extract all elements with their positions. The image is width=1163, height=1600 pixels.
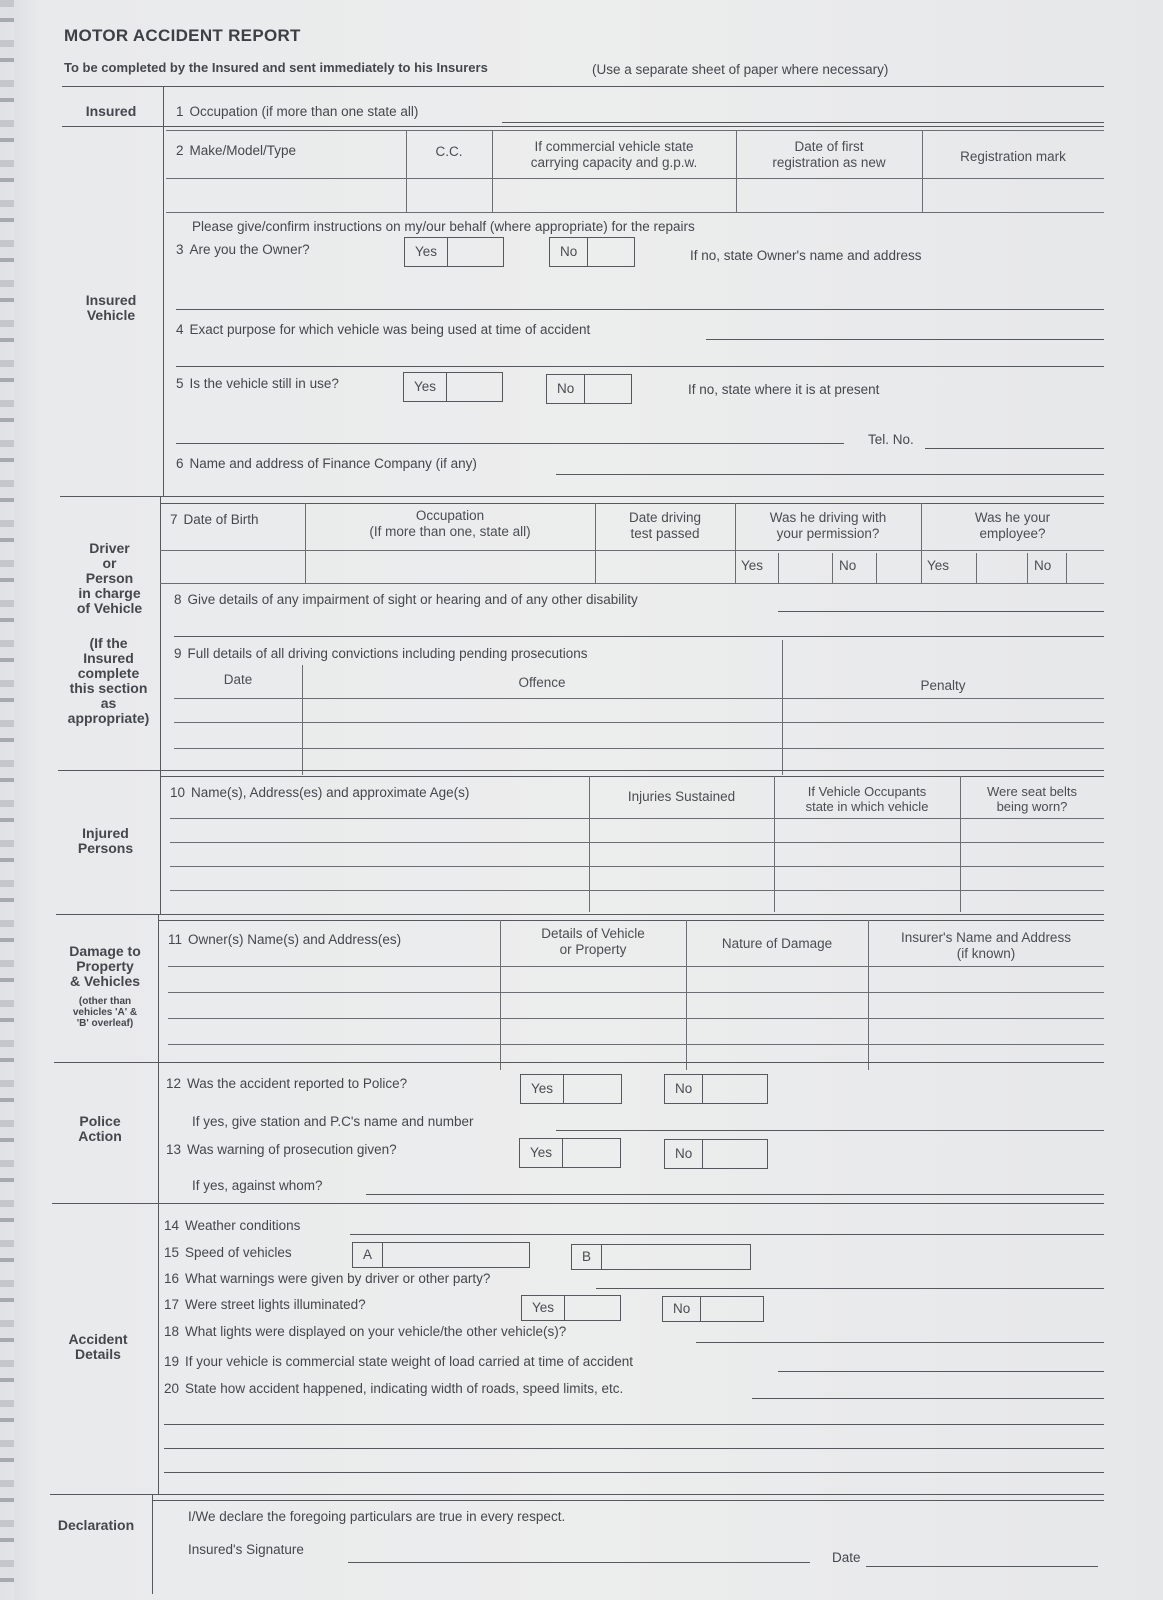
q3-label: 3 Are you the Owner?: [176, 242, 310, 257]
form-subtitle: To be completed by the Insured and sent immediately to his Insurers: [64, 60, 488, 75]
q2-table-top: [166, 130, 1104, 131]
q16-answer-line[interactable]: [596, 1288, 1104, 1289]
rule-damage-2: [158, 920, 1104, 921]
rule-declaration-2: [152, 1500, 1104, 1501]
q7-test-header: Date driving test passed: [628, 510, 702, 541]
q2-reg-mark-header: Registration mark: [960, 149, 1066, 164]
q12-yes-box[interactable]: Yes: [520, 1074, 622, 1104]
q2-row-2[interactable]: [166, 212, 1104, 213]
section-insured: Insured: [85, 103, 137, 119]
q20-answer-line-3[interactable]: [164, 1448, 1104, 1449]
q11-row[interactable]: [168, 1018, 1104, 1019]
q7-employee-no[interactable]: No: [1027, 553, 1067, 583]
q4-label: 4 Exact purpose for which vehicle was being used at time of accident: [176, 322, 591, 337]
q10-row[interactable]: [170, 866, 1104, 867]
q7-employee-yes[interactable]: Yes: [927, 558, 950, 573]
q19-answer-line[interactable]: [778, 1371, 1104, 1372]
q7-cell-rule: [1066, 553, 1067, 583]
declaration-text: I/We declare the foregoing particulars are true in every respect.: [188, 1509, 566, 1524]
q17-label: 17 Were street lights illuminated?: [164, 1297, 366, 1312]
section-damage: Damage to Property & Vehicles: [69, 943, 141, 989]
q15-vehicle-a-box[interactable]: A: [352, 1242, 530, 1268]
date-line[interactable]: [866, 1566, 1098, 1567]
section-police: Police Action: [78, 1113, 122, 1144]
rule-top: [62, 86, 1104, 87]
q8-answer-line-2[interactable]: [174, 636, 1104, 637]
q7-cell-rule: [876, 553, 877, 583]
repairs-instructions: Please give/confirm instructions on my/our behalf (where appropriate) for the repairs: [192, 219, 695, 234]
form-title: MOTOR ACCIDENT REPORT: [64, 26, 301, 45]
q17-no-box[interactable]: No: [662, 1296, 764, 1322]
section-driver-note: (If the Insured complete this section as appropriate): [67, 635, 150, 726]
q10-seatbelt-header: Were seat belts being worn?: [986, 784, 1078, 814]
q11-nature-header: Nature of Damage: [721, 936, 833, 951]
q11-row[interactable]: [168, 1044, 1104, 1045]
rule-declaration: [50, 1494, 1104, 1495]
section-driver: Driver or Person in charge of Vehicle: [76, 540, 143, 616]
q2-cc-header: C.C.: [435, 144, 463, 159]
q6-label: 6 Name and address of Finance Company (if any): [176, 456, 477, 471]
q13-label: 13 Was warning of prosecution given?: [166, 1142, 397, 1157]
rule-damage: [56, 914, 1104, 915]
q9-col-rule: [782, 640, 783, 775]
q7-employee-header: Was he your employee?: [974, 510, 1051, 541]
q20-answer-line-4[interactable]: [164, 1472, 1104, 1473]
q9-row[interactable]: [174, 748, 1104, 749]
section-insured-vehicle: Insured Vehicle: [85, 292, 137, 323]
q2-col-rule: [922, 130, 923, 212]
q7-cell-rule: [778, 553, 779, 583]
q8-label: 8 Give details of any impairment of sight or hearing and of any other disability: [174, 592, 638, 607]
q12-no-box[interactable]: No: [664, 1074, 768, 1104]
q2-make-header: 2 Make/Model/Type: [176, 143, 297, 158]
section-injured: Injured Persons: [77, 825, 134, 856]
q14-answer-line[interactable]: [350, 1234, 1104, 1235]
tel-no-line[interactable]: [925, 448, 1104, 449]
q20-label: 20 State how accident happened, indicating width of roads, speed limits, etc.: [164, 1381, 624, 1396]
q5-yes-box[interactable]: Yes: [403, 372, 503, 402]
q13-yes-box[interactable]: Yes: [519, 1138, 621, 1168]
q1-answer-line[interactable]: [502, 122, 1104, 123]
q2-col-rule: [406, 130, 407, 212]
q3-owner-line[interactable]: [176, 309, 1104, 310]
q5-no-box[interactable]: No: [546, 374, 632, 404]
q10-vehicle-header: If Vehicle Occupants state in which vehicle: [805, 784, 929, 814]
q7-permission-yes[interactable]: Yes: [741, 558, 764, 573]
q11-row[interactable]: [168, 992, 1104, 993]
q14-label: 14 Weather conditions: [164, 1218, 301, 1233]
q10-row[interactable]: [170, 818, 1104, 819]
q12-label: 12 Was the accident reported to Police?: [166, 1076, 408, 1091]
q20-answer-line[interactable]: [752, 1398, 1104, 1399]
rule-injured: [58, 770, 1104, 771]
q9-row[interactable]: [174, 722, 1104, 723]
q13-no-box[interactable]: No: [664, 1139, 768, 1169]
left-column-rule-4: [152, 1494, 153, 1594]
q1-label: 1 Occupation (if more than one state all): [176, 104, 419, 119]
q8-answer-line[interactable]: [778, 611, 1104, 612]
q11-insurer-header: Insurer's Name and Address (if known): [901, 930, 1071, 961]
form-subtitle-note: (Use a separate sheet of paper where necessary): [592, 62, 889, 77]
q19-label: 19 If your vehicle is commercial state weight of load carried at time of accident: [164, 1354, 633, 1369]
q10-row[interactable]: [170, 842, 1104, 843]
q13-whom-line[interactable]: [366, 1194, 1104, 1195]
q18-answer-line[interactable]: [696, 1342, 1104, 1343]
q16-label: 16 What warnings were given by driver or other party?: [164, 1271, 491, 1286]
q7-row-rule: [160, 550, 1104, 551]
q3-yes-box[interactable]: Yes: [404, 237, 504, 267]
q7-bottom-rule: [160, 583, 1104, 584]
rule-injured-2: [160, 776, 1104, 777]
q4-answer-line-2[interactable]: [176, 366, 1104, 367]
rule-police: [54, 1062, 1104, 1063]
tel-no-label: Tel. No.: [868, 432, 914, 447]
q15-vehicle-b-box[interactable]: B: [571, 1244, 751, 1270]
q7-dob-header: 7 Date of Birth: [170, 512, 259, 527]
q9-penalty-header: Penalty: [920, 678, 966, 693]
q17-yes-box[interactable]: Yes: [521, 1295, 621, 1321]
q7-permission-header: Was he driving with your permission?: [769, 510, 887, 541]
date-label: Date: [832, 1550, 861, 1565]
q9-date-header: Date: [223, 672, 253, 687]
q10-injuries-header: Injuries Sustained: [627, 789, 736, 804]
rule-driver-2: [160, 503, 1104, 504]
left-column-rule-3: [158, 914, 159, 1494]
q10-names-header: 10 Name(s), Address(es) and approximate Age(s): [170, 785, 470, 800]
binding-edge: [0, 0, 14, 1600]
q3-no-box[interactable]: No: [549, 237, 635, 267]
q12-station-label: If yes, give station and P.C's name and number: [192, 1114, 474, 1129]
rule-driver: [60, 496, 1104, 497]
q6-answer-line[interactable]: [556, 474, 1104, 475]
q10-row[interactable]: [170, 890, 1104, 891]
q11-details-header: Details of Vehicle or Property: [541, 926, 645, 957]
section-accident: Accident Details: [68, 1331, 128, 1362]
q7-permission-no[interactable]: No: [832, 553, 878, 583]
q7-cell-rule: [976, 553, 977, 583]
q2-row-1[interactable]: [166, 178, 1104, 179]
rule-insured: [62, 126, 1104, 127]
q7-occupation-header: Occupation (If more than one, state all): [369, 508, 531, 539]
q20-answer-line-2[interactable]: [164, 1424, 1104, 1425]
signature-label: Insured's Signature: [188, 1542, 304, 1557]
q5-label: 5 Is the vehicle still in use?: [176, 376, 339, 391]
section-damage-note: (other than vehicles 'A' & 'B' overleaf): [72, 996, 138, 1029]
q5-location-note: If no, state where it is at present: [688, 382, 880, 397]
q4-answer-line[interactable]: [706, 339, 1104, 340]
q11-row[interactable]: [168, 966, 1104, 967]
q9-label: 9 Full details of all driving convictions including pending prosecutions: [174, 646, 588, 661]
q11-owner-header: 11 Owner(s) Name(s) and Address(es): [168, 932, 402, 947]
q15-label: 15 Speed of vehicles: [164, 1245, 292, 1260]
q13-whom-label: If yes, against whom?: [192, 1178, 323, 1193]
section-declaration: Declaration: [57, 1517, 135, 1533]
left-column-rule: [163, 86, 164, 496]
rule-accident: [52, 1203, 1104, 1204]
signature-line[interactable]: [348, 1562, 810, 1563]
q9-row[interactable]: [174, 698, 1104, 699]
q5-location-line[interactable]: [176, 443, 844, 444]
q3-owner-note: If no, state Owner's name and address: [690, 248, 922, 263]
q12-station-line[interactable]: [556, 1130, 1104, 1131]
q18-label: 18 What lights were displayed on your vehicle/the other vehicle(s)?: [164, 1324, 567, 1339]
q9-offence-header: Offence: [518, 675, 566, 690]
q2-date-reg-header: Date of first registration as new: [772, 139, 886, 170]
q2-commercial-header: If commercial vehicle state carrying capacity and g.p.w.: [530, 139, 698, 170]
